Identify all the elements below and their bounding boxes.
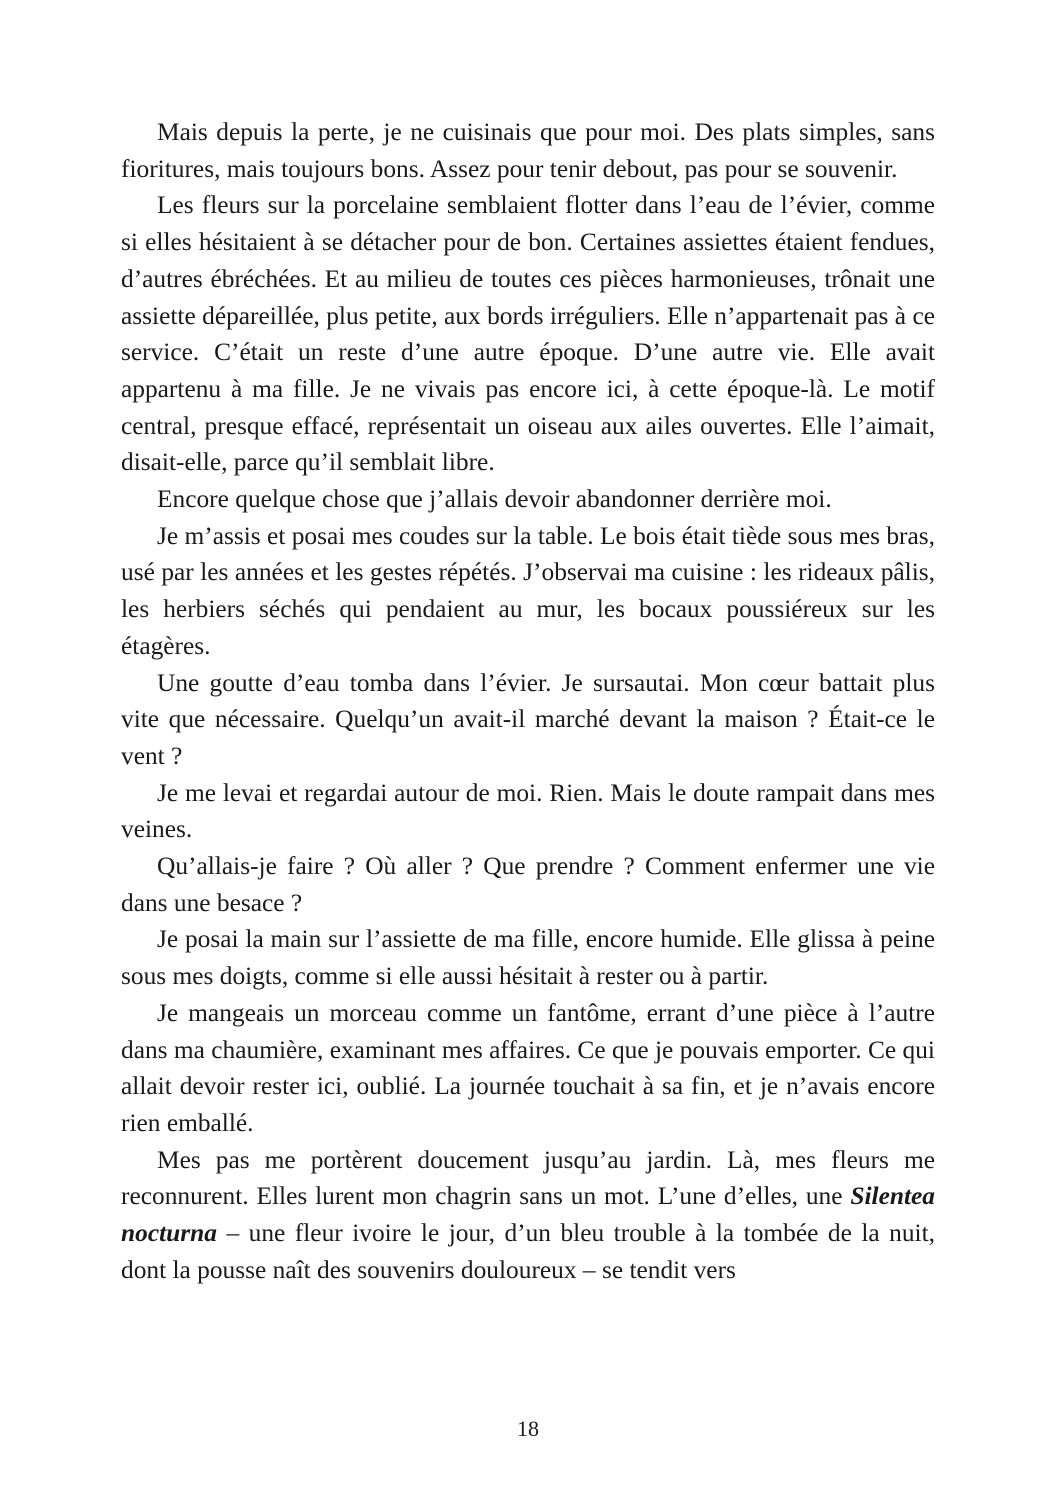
paragraph: Je me levai et regardai autour de moi. Rien. Mais le doute rampait dans mes veines. xyxy=(121,778,935,844)
paragraph: Les fleurs sur la porcelaine semblaient flotter dans l’eau de l’évier, comme si elles hésitaient à se détacher pour de bon. Certaines assiettes étaient fendues, d’autres ébréchées. Et au milieu de toutes ces pièces harmonieuses, trônait une assiette dépareillée, plus petite, aux bords irréguliers. Elle n’appartenait pas à ce service. C’était un reste d’une autre époque. D’une autre vie. Elle avait appartenu à ma fille. Je ne vivais pas encore ici, à cette époque-là. Le motif central, presque effacé, représentait un oiseau aux ailes ouvertes. Elle l’aimait, disait-elle, parce qu’il semblait libre. xyxy=(121,191,935,477)
paragraph: Je mangeais un morceau comme un fantôme, errant d’une pièce à l’autre dans ma chaumière, examinant mes affaires. Ce que je pouvais emporter. Ce qui allait devoir rester ici, oublié. La journée touchait à sa fin, et je n’avais encore rien emballé. xyxy=(121,998,935,1137)
body-text xyxy=(121,114,935,1289)
paragraph-last-end: – une fleur ivoire le jour, d’un bleu trouble à la tombée de la nuit, dont la pousse naît des souvenirs douloureux – se tendit vers xyxy=(121,1219,935,1284)
paragraph: Je m’assis et posai mes coudes sur la table. Le bois était tiède sous mes bras, usé par les années et les gestes répétés. J’observai ma cuisine : les rideaux pâlis, les herbiers séchés qui pendaient au mur, les bocaux poussiéreux sur les étagères. xyxy=(121,521,935,660)
paragraph-last-start: Mes pas me portèrent doucement jusqu’au jardin. Là, mes fleurs me reconnurent. Elles lurent mon chagrin sans un mot. L’une d’elles, une xyxy=(121,1145,935,1211)
paragraph: Mais depuis la perte, je ne cuisinais que pour moi. Des plats simples, sans fioritures, mais toujours bons. Assez pour tenir debout, pas pour se souvenir. xyxy=(121,118,935,183)
paragraph: Encore quelque chose que j’allais devoir abandonner derrière moi. xyxy=(157,485,832,514)
paragraph-last xyxy=(121,1142,935,1289)
species-name: Silentea nocturna xyxy=(121,1182,935,1248)
paragraph: Une goutte d’eau tomba dans l’évier. Je sursautai. Mon cœur battait plus vite que nécessaire. Quelqu’un avait-il marché devant la maison ? Était-ce le vent ? xyxy=(121,668,935,770)
page-number: 18 xyxy=(517,1416,539,1441)
paragraph: Qu’allais-je faire ? Où aller ? Que prendre ? Comment enfermer une vie dans une besace ? xyxy=(121,852,935,917)
paragraph: Je posai la main sur l’assiette de ma fille, encore humide. Elle glissa à peine sous mes doigts, comme si elle aussi hésitait à rester ou à partir. xyxy=(121,925,935,991)
